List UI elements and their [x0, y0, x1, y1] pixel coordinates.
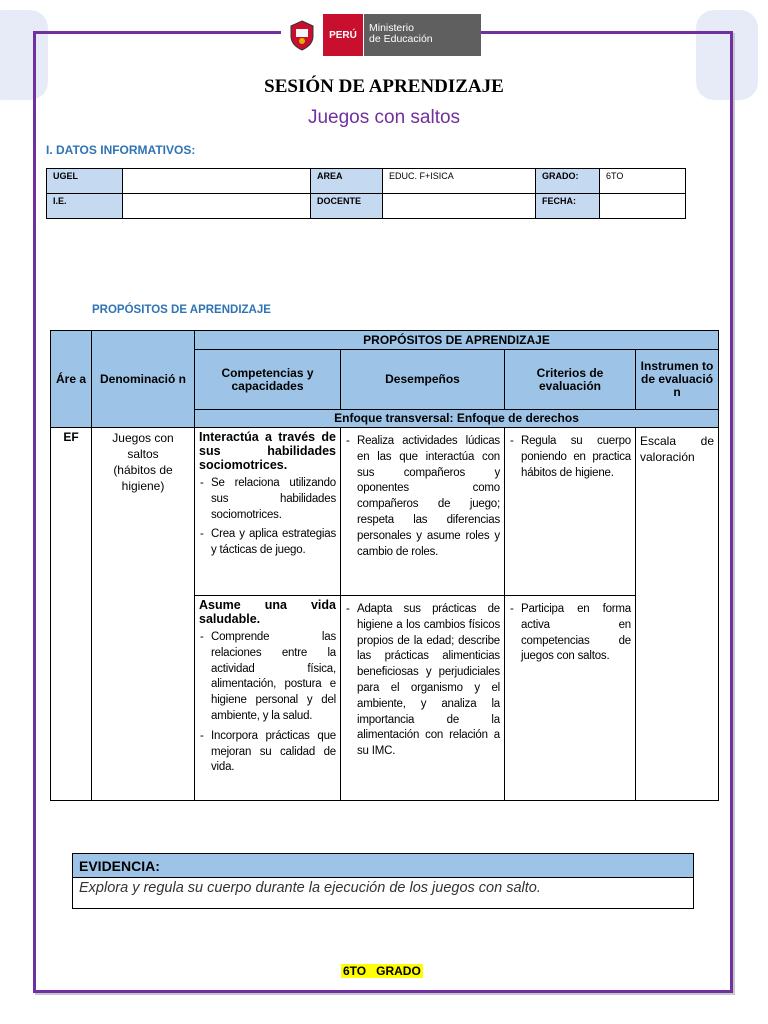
criterio-1-cell: [505, 428, 636, 596]
desempeno-2-item: - Adapta sus prácticas de higiene a los cambios físicos propios de la edad; describe las prácticas alimenticias beneficiosas y perjudiciales para el organismo y el ambiente, y analiza la importancia de la alimentación con relación a su IMC.: [345, 602, 500, 760]
logo-ministry-line1: Ministerio: [369, 22, 414, 34]
competencia-1-item: - Crea y aplica estrategias y tácticas de juego.: [199, 527, 336, 559]
instrumento-cell: [636, 428, 719, 801]
evidence-header-row: [73, 854, 694, 878]
desempeno-1-item: - Realiza actividades lúdicas en las que interactúa con sus compañeros y oponentes como compañeros de juego; respeta las diferencias personales y asume roles y cambio de roles.: [345, 434, 500, 560]
criterio-2-item: - Participa en forma activa en competencias de juegos con saltos.: [509, 602, 631, 665]
area-label: AREA: [311, 169, 383, 194]
ugel-value: [123, 169, 311, 194]
criterio-1-list: [509, 434, 631, 481]
col-header-criterios: Criterios de evaluación: [505, 350, 636, 410]
competencia-1-item: - Se relaciona utilizando sus habilidades sociomotrices.: [199, 476, 336, 523]
ie-value: [123, 194, 311, 219]
purposes-heading: PROPÓSITOS DE APRENDIZAJE: [92, 304, 271, 316]
ie-label: I.E.: [47, 194, 123, 219]
info-table: [46, 168, 686, 219]
criterio-1-item: - Regula su cuerpo poniendo en practica hábitos de higiene.: [509, 434, 631, 481]
ministry-logo: [281, 14, 481, 56]
desempeno-2-list: [345, 602, 500, 760]
purposes-header-main: PROPÓSITOS DE APRENDIZAJE: [195, 331, 719, 350]
coat-of-arms-icon: [281, 14, 323, 56]
logo-ministry-name: [364, 14, 481, 56]
section-heading-info: I. DATOS INFORMATIVOS:: [46, 143, 196, 157]
competencia-1-cell: [195, 428, 341, 596]
competencia-2-item: - Comprende las relaciones entre la actividad física, alimentación, postura e higiene personal y del ambiente, y la salud.: [199, 630, 336, 725]
desempeno-1-cell: [341, 428, 505, 596]
criterio-2-cell: [505, 596, 636, 801]
fecha-label: FECHA:: [536, 194, 600, 219]
evidence-label: EVIDENCIA:: [73, 854, 694, 878]
ugel-label: UGEL: [47, 169, 123, 194]
evidence-table: [72, 853, 694, 909]
col-header-area: Áre a: [51, 331, 92, 428]
criterio-2-list: [509, 602, 631, 665]
purposes-table: [50, 330, 719, 801]
docente-label: DOCENTE: [311, 194, 383, 219]
competencia-2-item: - Incorpora prácticas que mejoran su calidad de vida.: [199, 729, 336, 776]
denominacion-subtext: (hábitos de higiene): [113, 463, 173, 493]
evidence-text: Explora y regula su cuerpo durante la ejecución de los juegos con salto.: [73, 878, 694, 909]
competencia-2-list: [199, 630, 336, 776]
logo-country: PERÚ: [323, 14, 364, 56]
desempeno-1-list: [345, 434, 500, 560]
grado-label: GRADO:: [536, 169, 600, 194]
grado-value: 6TO: [600, 169, 686, 194]
col-header-denominacion: Denominació n: [92, 331, 195, 428]
competencia-2-title: Asume una vida saludable.: [199, 598, 336, 626]
desempeno-2-cell: [341, 596, 505, 801]
col-header-competencias: Competencias y capacidades: [195, 350, 341, 410]
transversal-approach: Enfoque transversal: Enfoque de derechos: [195, 410, 719, 428]
denominacion-cell: [92, 428, 195, 801]
evidence-body-row: [73, 878, 694, 909]
col-header-desempenos: Desempeños: [341, 350, 505, 410]
purposes-row-1: [51, 428, 719, 596]
competencia-1-list: [199, 476, 336, 559]
competencia-1-title: Interactúa a través de sus habilidades sociomotrices.: [199, 430, 336, 472]
grade-badge: 6TO GRADO: [343, 964, 421, 978]
area-value: EDUC. F+ISICA: [383, 169, 536, 194]
info-row-1: [47, 169, 686, 194]
col-header-instrumento: Instrumen to de evaluació n: [636, 350, 719, 410]
document-title: SESIÓN DE APRENDIZAJE: [264, 76, 504, 97]
competencia-2-cell: [195, 596, 341, 801]
logo-ministry-line2: de Educación: [369, 33, 433, 45]
fecha-value: [600, 194, 686, 219]
docente-value: [383, 194, 536, 219]
instrumento-text: Escala de valoración: [640, 434, 715, 464]
info-row-2: [47, 194, 686, 219]
purposes-header-row-1: [51, 331, 719, 350]
denominacion-text: Juegos con saltos: [112, 431, 174, 461]
document-subtitle: Juegos con saltos: [307, 107, 461, 128]
area-value-cell: EF: [51, 428, 92, 801]
